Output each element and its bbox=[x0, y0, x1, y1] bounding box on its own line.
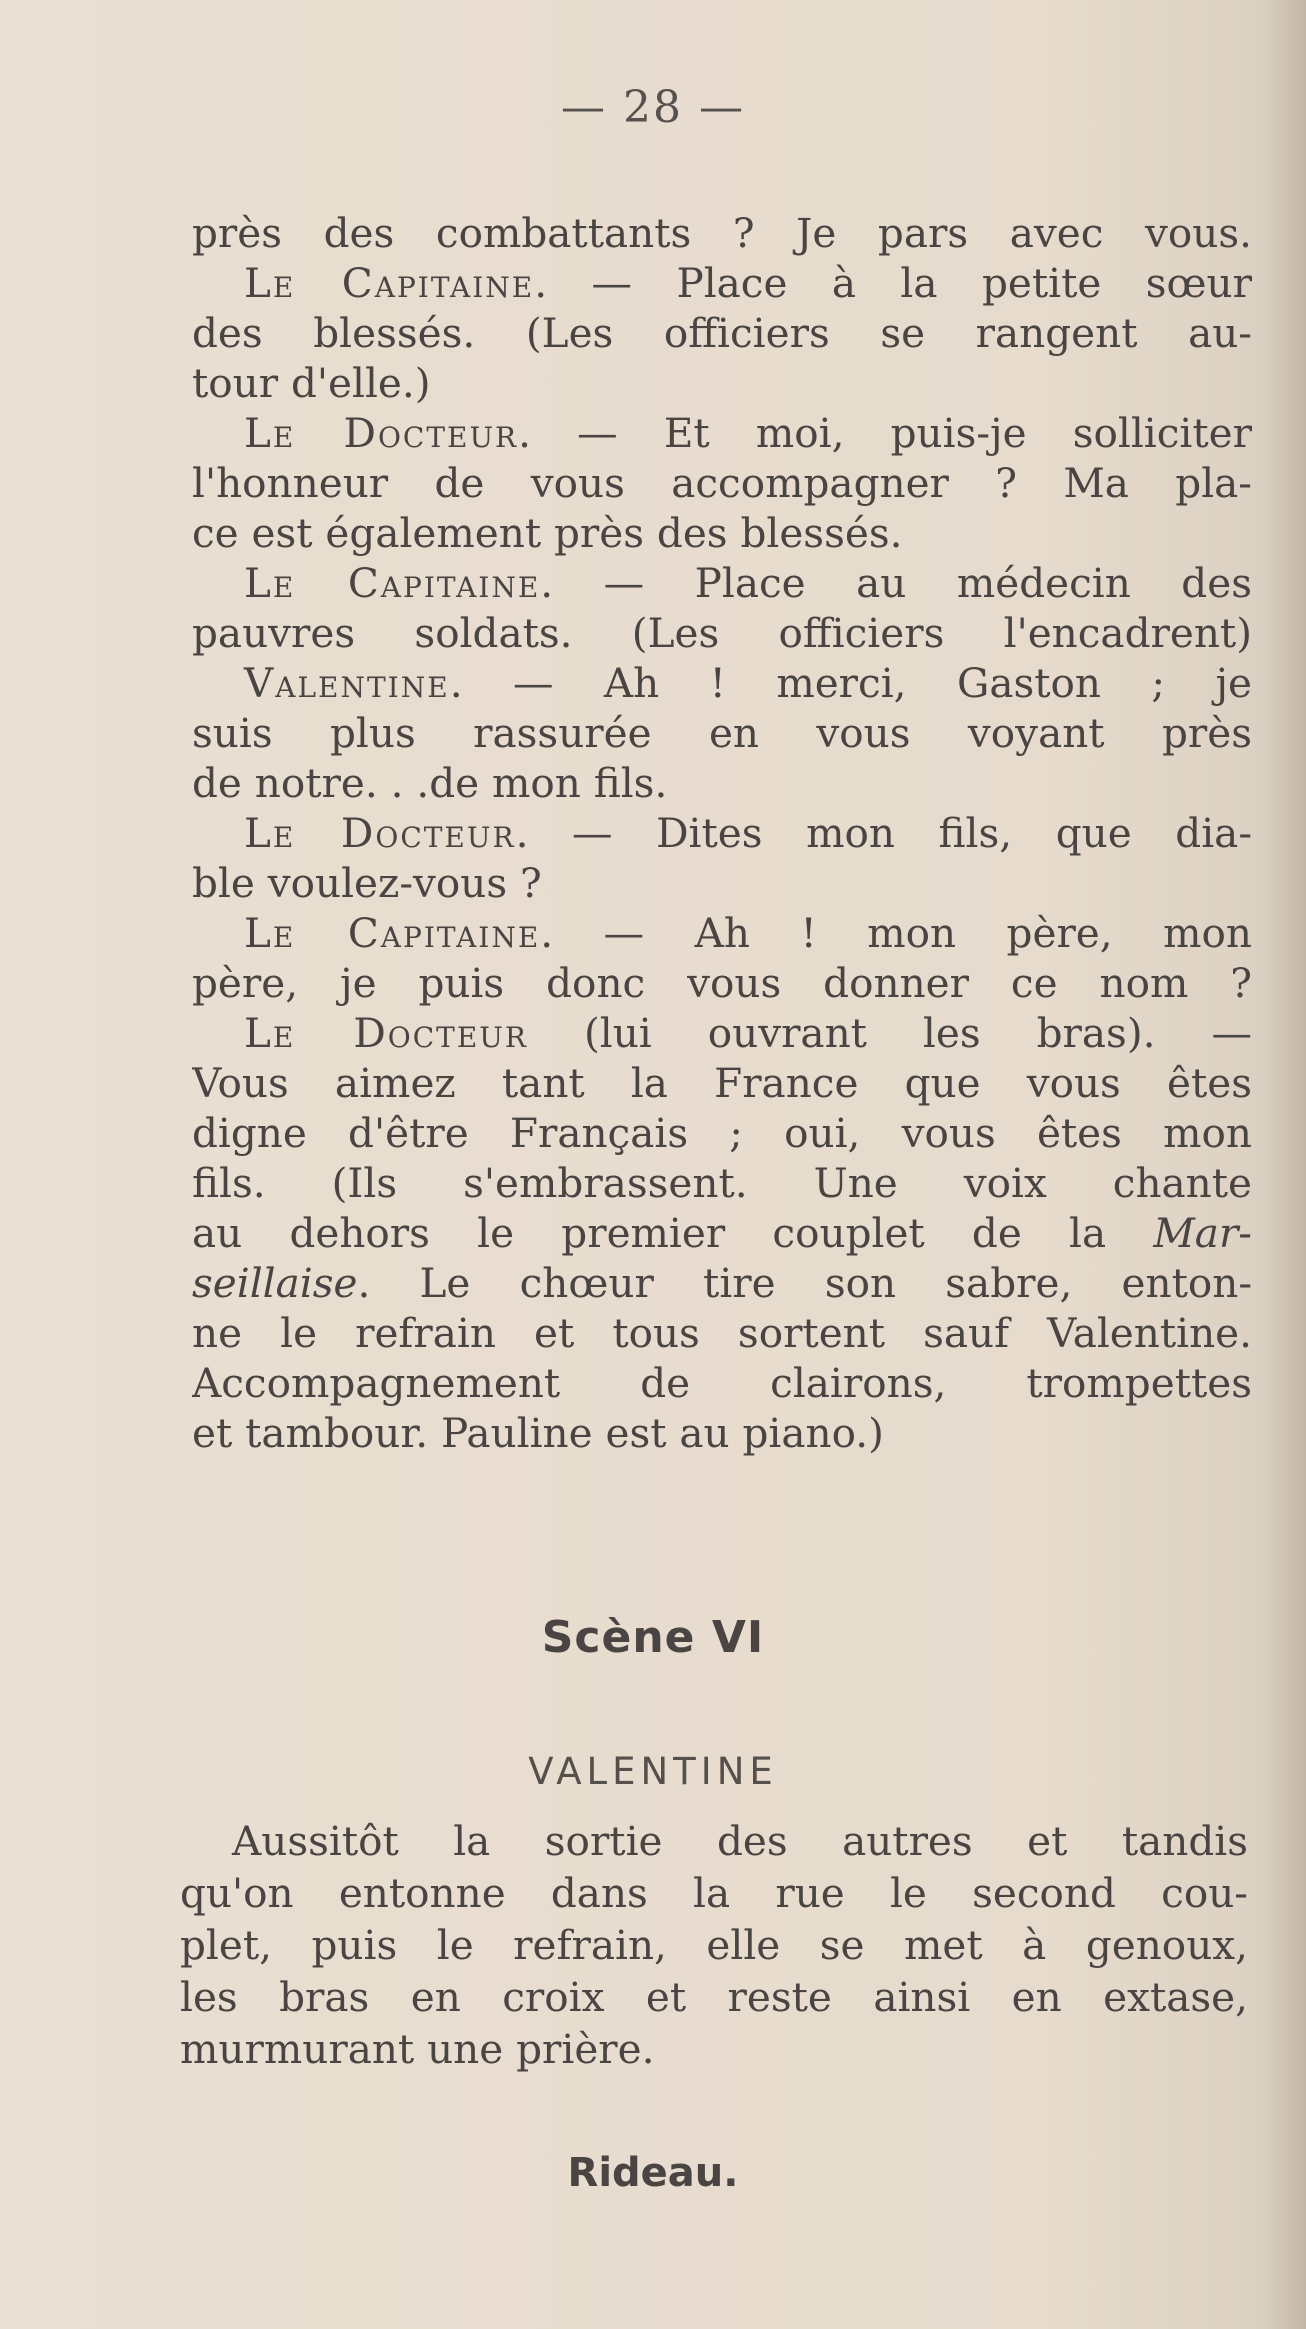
character-name: VALENTINE bbox=[528, 1750, 778, 1793]
text-span: Mar- bbox=[1153, 1209, 1252, 1257]
speaker-name: Le Docteur bbox=[244, 809, 516, 857]
page-edge-shadow bbox=[1266, 0, 1306, 2329]
text-line bbox=[192, 258, 1252, 308]
text-line bbox=[192, 1108, 1252, 1158]
text-span: ne le refrain et tous sortent sauf Valentine. bbox=[192, 1309, 1252, 1357]
text-line bbox=[192, 1158, 1252, 1208]
text-span: . — Ah ! mon père, mon bbox=[540, 909, 1252, 957]
text-line bbox=[192, 808, 1252, 858]
text-span: fils. (Ils s'embrassent. Une voix chante bbox=[192, 1159, 1252, 1207]
speaker-name: Le Docteur bbox=[244, 1009, 528, 1057]
text-span: suis plus rassurée en vous voyant près bbox=[192, 709, 1252, 757]
speaker-name: Le Capitaine bbox=[244, 259, 535, 307]
speaker-name: Le Capitaine bbox=[244, 909, 541, 957]
text-span: l'honneur de vous accompagner ? Ma pla- bbox=[192, 459, 1252, 507]
text-span: . Le chœur tire son sabre, enton- bbox=[357, 1259, 1252, 1307]
text-span: pauvres soldats. (Les officiers l'encadrent) bbox=[192, 609, 1252, 657]
text-span: Vous aimez tant la France que vous êtes bbox=[192, 1059, 1252, 1107]
text-span: . — Place à la petite sœur bbox=[534, 259, 1252, 307]
text-span: seillaise bbox=[192, 1259, 358, 1307]
text-line bbox=[192, 658, 1252, 708]
text-line bbox=[192, 208, 1252, 258]
text-span: près des combattants ? Je pars avec vous. bbox=[192, 209, 1252, 257]
scene-title: Scène VI bbox=[541, 1612, 765, 1663]
speaker-name: Le Capitaine bbox=[244, 559, 541, 607]
text-span: des blessés. (Les officiers se rangent au- bbox=[192, 309, 1252, 357]
text-span: au dehors le premier couplet de la bbox=[192, 1209, 1154, 1257]
direction-line: plet, puis le refrain, elle se met à genoux, bbox=[180, 1921, 1248, 1969]
text-span: digne d'être Français ; oui, vous êtes mon bbox=[192, 1109, 1252, 1157]
page-number: — 28 — bbox=[561, 82, 745, 133]
text-span: . — Place au médecin des bbox=[540, 559, 1252, 607]
text-line bbox=[192, 708, 1252, 758]
text-span: ble voulez-vous ? bbox=[192, 859, 542, 907]
text-span: . — Ah ! merci, Gaston ; je bbox=[449, 659, 1252, 707]
text-line bbox=[192, 1358, 1252, 1408]
text-span: ce est également près des blessés. bbox=[192, 509, 903, 557]
text-line bbox=[192, 308, 1252, 358]
direction-line: murmurant une prière. bbox=[180, 2025, 655, 2073]
text-line bbox=[192, 408, 1252, 458]
direction-line: Aussitôt la sortie des autres et tandis bbox=[232, 1817, 1248, 1865]
speaker-name: Valentine bbox=[244, 659, 450, 707]
stage-direction bbox=[180, 1815, 1248, 2075]
dialogue-text bbox=[192, 208, 1252, 1458]
text-line bbox=[192, 1258, 1252, 1308]
text-line bbox=[192, 508, 1252, 558]
text-span: (lui ouvrant les bras). — bbox=[527, 1009, 1252, 1057]
text-span: de notre. . .de mon fils. bbox=[192, 759, 668, 807]
text-line bbox=[192, 1058, 1252, 1108]
text-span: . — Et moi, puis-je solliciter bbox=[518, 409, 1252, 457]
text-line bbox=[192, 558, 1252, 608]
curtain-text: Rideau. bbox=[567, 2150, 739, 2196]
text-line bbox=[192, 908, 1252, 958]
text-line bbox=[192, 1208, 1252, 1258]
speaker-name: Le Docteur bbox=[244, 409, 519, 457]
text-line bbox=[192, 358, 1252, 408]
text-line bbox=[192, 458, 1252, 508]
text-line bbox=[192, 1008, 1252, 1058]
text-line bbox=[192, 1308, 1252, 1358]
text-span: . — Dites mon fils, que dia- bbox=[515, 809, 1252, 857]
text-line bbox=[192, 608, 1252, 658]
text-span: Accompagnement de clairons, trompettes bbox=[192, 1359, 1252, 1407]
text-line bbox=[192, 858, 1252, 908]
text-line bbox=[192, 958, 1252, 1008]
text-span: tour d'elle.) bbox=[192, 359, 431, 407]
text-line bbox=[192, 758, 1252, 808]
text-span: et tambour. Pauline est au piano.) bbox=[192, 1409, 884, 1457]
text-span: père, je puis donc vous donner ce nom ? bbox=[192, 959, 1252, 1007]
text-line bbox=[192, 1408, 1252, 1458]
direction-line: qu'on entonne dans la rue le second cou- bbox=[180, 1869, 1248, 1917]
direction-line: les bras en croix et reste ainsi en extase, bbox=[180, 1973, 1248, 2021]
